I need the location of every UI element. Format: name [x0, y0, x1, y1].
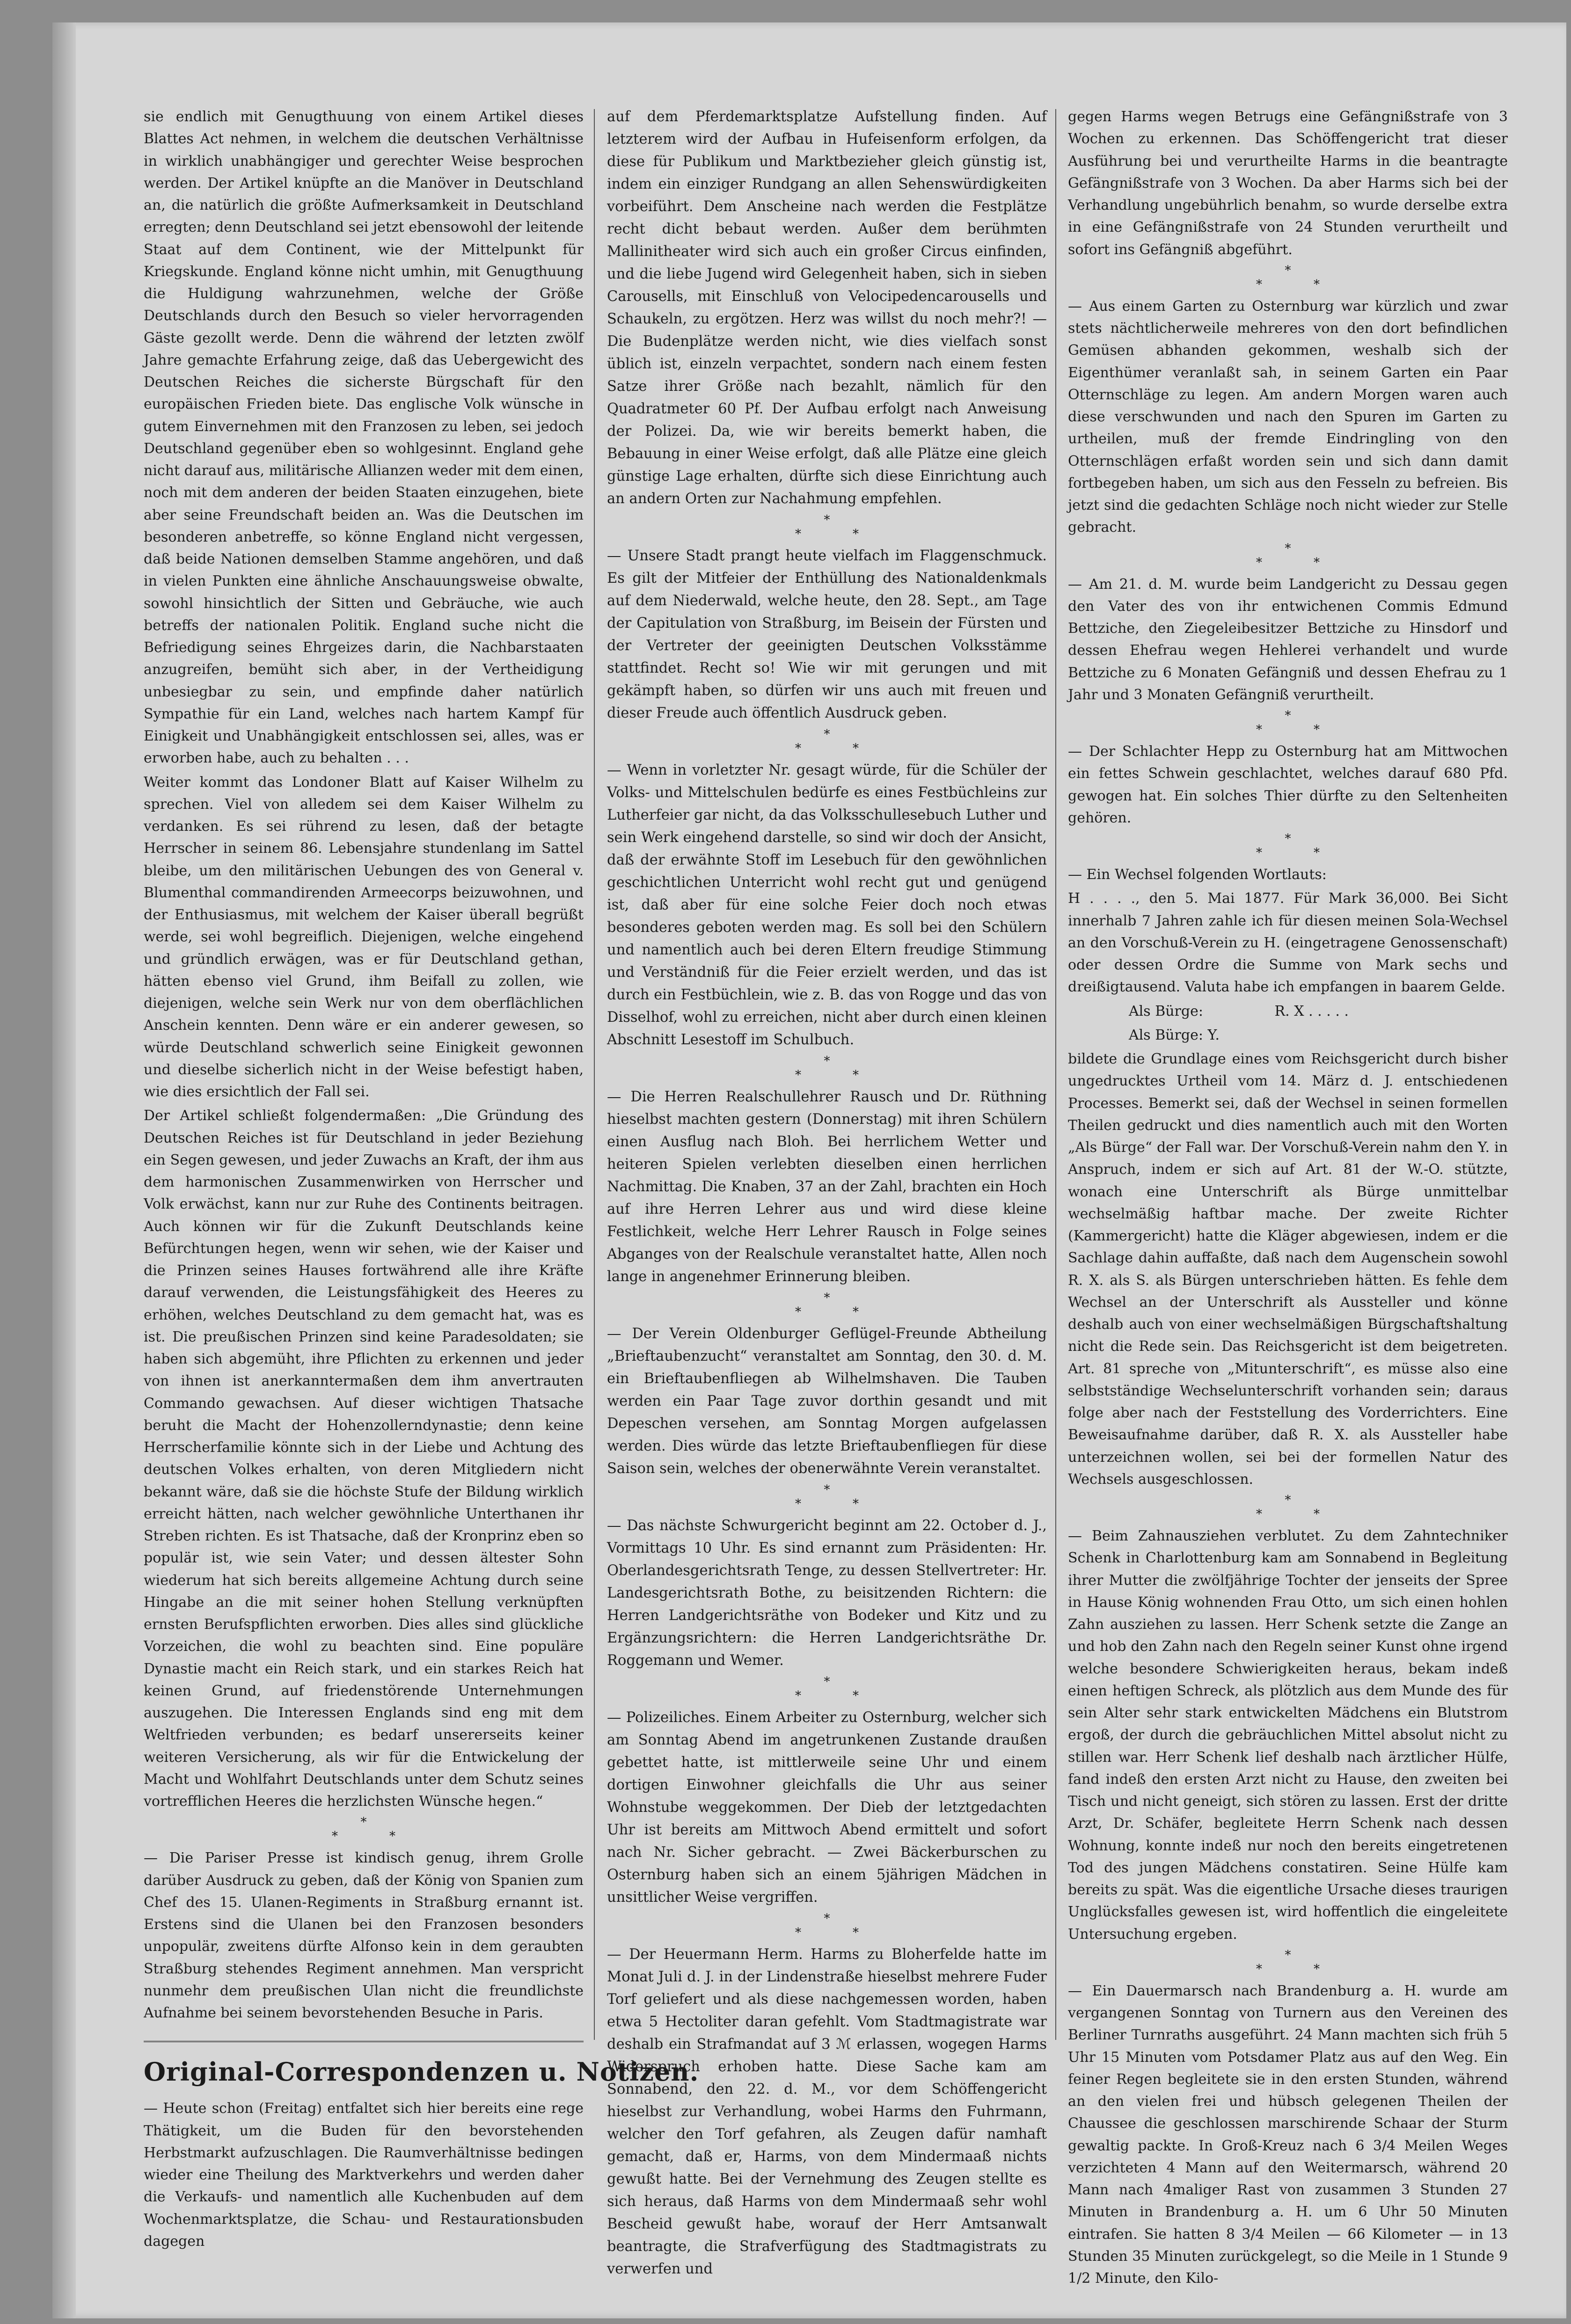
article-herbstmarkt: — Heute schon (Freitag) entfaltet sich hier bereits eine rege Thätigkeit, um die Buden für den bevorstehenden Herbstmarkt aufzuschlagen. Die Raumverhältnisse bedingen wieder eine Theilung des Marktverkehrs und werden daher die Verkaufs- und namentlich alle Kuchenbuden auf dem Wochenmarktsplatze, die Schau- und Restaurationsbuden dagegen [144, 2100, 584, 2250]
article-separator: * ** [795, 1054, 910, 1082]
article-polizeiliches: — Polizeiliches. Einem Arbeiter zu Osternburg, welcher sich am Sonntag Abend im angetrunkenen Zustande draußen gebettet hatte, ist mittlerweile seine Uhr und einem dortigen Einwohner gleichfalls die Uhr aus seiner Wohnstube weggekommen. Der Dieb der letztgedachten Uhr ist bereits am Mittwoch Abend ermittelt und sofort nach Nr. Sicher gebracht. — Zwei Bäckerburschen zu Osternburg haben sich an einem 5jährigen Mädchen in unsittlicher Weise vergriffen. [607, 1709, 1047, 1906]
article-harms-cont: gegen Harms wegen Betrugs eine Gefängnißstrafe von 3 Wochen zu erkennen. Das Schöffengericht trat dieser Ausführung bei und verurtheilte Harms in die beantragte Gefängnißstrafe von 3 Wochen. Da aber Harms sich bei der Verhandlung ungebührlich benahm, so wurde derselbe extra in eine Gefängnißstrafe von 24 Stunden verurtheilt und sofort ins Gefängniß abgeführt. [1068, 109, 1508, 258]
article-separator: * ** [1256, 832, 1371, 860]
article-herbstmarkt-cont: auf dem Pferdemarktsplatze Aufstellung finden. Auf letzterem wird der Aufbau in Hufeisenform erfolgen, da diese für Publikum und Marktbezieher gleich günstig ist, indem ein einziger Rundgang an allen Sehenswürdigkeiten vorbeiführt. Dem Anscheine nach werden die Festplätze recht dicht bebaut werden. Außer dem berühmten Mallinitheater wird sich auch ein großer Circus einfinden, und die liebe Jugend wird Gelegenheit haben, sich in sieben Carousells, mit Einschluß von Velocipedencarousells und Schaukeln, zu ergötzen. Herz was willst du noch mehr?! — Die Budenplätze werden nicht, wie dies vielfach sonst üblich ist, einzeln verpachtet, sondern nach einem festen Satze ihrer Größe nach bezahlt, nämlich für den Quadratmeter 60 Pf. Der Aufbau erfolgt nach Anweisung der Polizei. Da, wie wir bereits bemerkt haben, die Bebauung in einer Weise erfolgt, daß alle Plätze eine gleich günstige Lage erhalten, dürfte sich diese Einrichtung auch an andern Orten zur Nachahmung empfehlen. [607, 109, 1047, 507]
article-separator: * ** [1256, 709, 1371, 737]
article-separator: * ** [795, 1291, 910, 1319]
article-landgericht-dessau: — Am 21. d. M. wurde beim Landgericht zu Dessau gegen den Vater des von ihr entwichenen Commis Edmund Bettziche, den Ziegeleibesitzer Bettziche zu Hinsdorf und dessen Ehefrau wegen Hehlerei verhandelt und wurde Bettziche zu 6 Monaten Gefängniß und dessen Ehefrau zu 1 Jahr und 3 Monaten Gefängniß verurtheilt. [1068, 576, 1508, 703]
article-separator: * ** [795, 1483, 910, 1511]
article-separator: * ** [795, 727, 910, 755]
article-flaggenschmuck: — Unsere Stadt prangt heute vielfach im Flaggenschmuck. Es gilt der Mitfeier der Enthüllung des Nationaldenkmals auf dem Niederwald, welche heute, den 28. Sept., am Tage der Capitulation von Straßburg, im Beisein der Fürsten und der Vertreter der geeinigten Deutschen Volksstämme stattfindet. Recht so! Wie wir mit gerungen und mit gekämpft haben, so dürfen wir uns auch mit freuen und dieser Freude auch öffentlich Ausdruck geben. [607, 548, 1047, 721]
article-zahnausziehen: — Beim Zahnausziehen verblutet. Zu dem Zahntechniker Schenk in Charlottenburg kam am Sonnabend in Begleitung ihrer Mutter die zwölfjährige Tochter der jenseits der Spree in Hause König wohnenden Frau Otto, um sich einen hohlen Zahn ausziehen zu lassen. Herr Schenk setzte die Zange an und hob den Zahn nach den Regeln seiner Kunst ohne irgend welche besondere Schwierigkeiten heraus, bekam indeß einen heftigen Schreck, als plötzlich aus dem Munde des für sein Alter sehr stark entwickelten Mädchens ein Blutstrom ergoß, der durch die gebräuchlichen Mittel absolut nicht zu stillen war. Herr Schenk lief deshalb nach ärztlicher Hülfe, fand indeß den ersten Arzt nicht zu Hause, den zweiten bei Tisch und nicht geneigt, sich stören zu lassen. Erst der dritte Arzt, Dr. Schäfer, begleitete Herrn Schenk nach dessen Wohnung, konnte indeß nur noch den bereits eingetretenen Tod des jungen Mädchens constatiren. Seine Hülfe kam bereits zu spät. Was die eigentliche Ursache dieses traurigen Unglücksfalles gewesen ist, wird hoffentlich die eingeleitete Untersuchung ergeben. [1068, 1528, 1508, 1943]
page-binding-shadow [52, 22, 76, 2318]
column-rule-1 [594, 109, 595, 2040]
article-separator: * ** [795, 1912, 910, 1940]
article-separator: * ** [1256, 1948, 1371, 1976]
article-dauermarsch: — Ein Dauermarsch nach Brandenburg a. H. wurde am vergangenen Sonntag von Turnern aus den Vereinen des Berliner Turnraths ausgeführt. 24 Mann machten sich früh 5 Uhr 15 Minuten vom Potsdamer Platz aus auf den Weg. Ein feiner Regen begleitete sie in den ersten Stunden, während an den vielen frei und hübsch gelegenen Theilen der Chaussee die geschlossen marschirende Schaar der Sturm gewaltig packte. In Groß-Kreuz nach 6 3/4 Meilen Weges verzichteten 4 Mann auf den Weitermarsch, während 20 Mann nach 4maliger Rast von zusammen 3 Stunden 27 Minuten in Brandenburg a. H. um 6 Uhr 50 Minuten eintrafen. Sie hatten 8 3/4 Meilen — 66 Kilometer — in 13 Stunden 35 Minuten zurückgelegt, so die Meile in 1 Stunde 9 1/2 Minute, den Kilo- [1068, 1982, 1508, 2287]
column-3 [1068, 106, 1508, 2289]
article-kaiser-wilhelm: Weiter kommt das Londoner Blatt auf Kaiser Wilhelm zu sprechen. Viel von alledem sei dem Kaiser Wilhelm zu verdanken. Es sei rührend zu lesen, daß der betagte Herrscher in seinem 86. Lebensjahre stundenlang im Sattel bleibe, um den militärischen Uebungen des von General v. Blumenthal commandirenden Armeecorps beizuwohnen, und der Enthusiasmus, mit welchem der Kaiser überall begrüßt werde, sei wohl begreiflich. Diejenigen, welche eingehend und gründlich erwägen, was er für Deutschland gethan, hätten ebenso viel Grund, ihm Beifall zu zollen, wie diejenigen, welche sein Werk nur von dem oberflächlichen Anschein kennten. Denn wäre er ein anderer gewesen, so würde Deutschland schwerlich seine Einigkeit gewonnen und dieselbe sicherlich nicht in der Weise befestigt haben, wie dies ersichtlich der Fall sei. [144, 774, 584, 1100]
article-paris-press: — Die Pariser Presse ist kindisch genug, ihrem Grolle darüber Ausdruck zu geben, daß der König von Spanien zum Chef des 15. Ulanen-Regiments in Straßburg ernannt ist. Erstens sind die Ulanen bei den Franzosen besonders unpopulär, zweitens dürfte Alfonso kein in dem geraubten Straßburg stehendes Regiment annehmen. Man verspricht nunmehr dem preußischen Ulan nicht die freundlichste Aufnahme bei seinem bevorstehenden Besuche in Paris. [144, 1850, 584, 2021]
article-separator: * ** [795, 1675, 910, 1703]
article-ausflug-bloh: — Die Herren Realschullehrer Rausch und Dr. Rüthning hieselbst machten gestern (Donnerstag) mit ihren Schülern einen Ausflug nach Bloh. Bei herrlichem Wetter und heiteren Spielen verlebten dieselben einen herrlichen Nachmittag. Die Knaben, 37 an der Zahl, brachten ein Hoch auf ihre Herren Lehrer aus und wird diese kleine Festlichkeit, welche Herr Lehrer Rausch in Folge seines Abganges von der Realschule veranstaltet hatte, Allen noch lange in angenehmer Erinnerung bleiben. [607, 1089, 1047, 1285]
article-lutherfeier: — Wenn in vorletzter Nr. gesagt würde, für die Schüler der Volks- und Mittelschulen bedürfe es eines Festbüchleins zur Lutherfeier gar nicht, da das Volksschullesebuch Luther und sein Werk eingehend darstelle, so sind wir doch der Ansicht, daß der erwähnte Stoff im Lesebuch für den gewöhnlichen geschichtlichen Unterricht wohl recht gut und genügend ist, daß aber für eine solche Feier doch noch etwas besonderes geboten werden mag. Es soll bei den Schülern und namentlich auch bei deren Eltern freudige Stimmung und Verständniß für die Feier erzielt werden, und das ist durch ein Festbüchlein, wie z. B. das von Rogge und das von Disselhof, wohl zu erreichen, nicht aber durch einen kleinen Abschnitt Lesestoff im Schulbuch. [607, 762, 1047, 1048]
article-separator: * ** [1256, 263, 1371, 292]
section-heading: Original-Correspondenzen u. Notizen. [144, 2041, 584, 2088]
article-wechsel-buerge-1: Als Bürge: R. X . . . . . [1129, 1003, 1349, 1019]
article-separator: * ** [795, 513, 910, 541]
article-separator: * ** [332, 1815, 447, 1844]
column-2 [607, 106, 1047, 2280]
column-1 [144, 106, 699, 2252]
article-separator: * ** [1256, 1493, 1371, 1521]
article-wechsel-intro: — Ein Wechsel folgenden Wortlauts: [1068, 866, 1327, 883]
article-wechsel-buerge-2: Als Bürge: Y. [1129, 1026, 1220, 1043]
article-wechsel-text: H . . . ., den 5. Mai 1877. Für Mark 36,000. Bei Sicht innerhalb 7 Jahren zahle ich für diesen meinen Sola-Wechsel an den Vorschuß-Verein zu H. (eingetragene Genossenschaft) oder dessen Ordre die Summe von Mark sechs und dreißigtausend. Valuta habe ich empfangen in baarem Gelde. [1068, 890, 1508, 996]
article-separator: * ** [1256, 541, 1371, 570]
column-rule-2 [1055, 109, 1056, 2040]
article-garten-osternburg: — Aus einem Garten zu Osternburg war kürzlich und zwar stets nächtlicherweile mehreres von den dort befindlichen Gemüsen abhanden gekommen, weshalb sich der Eigenthümer veranlaßt sah, in seinem Garten ein Paar Otternschläge zu legen. Am andern Morgen waren auch diese verschwunden und nach den Spuren im Garten zu urtheilen, muß der fremde Eindringling von den Otternschlägen erfaßt worden sein und sich dann damit fortbegeben haben, um sich aus den Fesseln zu befreien. Bis jetzt sind die gedachten Schläge noch nicht wieder zur Stelle gebracht. [1068, 298, 1508, 536]
article-conclusion: Der Artikel schließt folgendermaßen: „Die Gründung des Deutschen Reiches ist für Deutschland in jeder Beziehung ein Segen gewesen, und jeder Zuwachs an Kraft, der ihm aus dem harmonischen Zusammenwirken von Herrscher und Volk erwächst, kann nur zur Ruhe des Continents beitragen. Auch können wir für die Zukunft Deutschlands keine Befürchtungen hegen, wenn wir sehen, wie der Kaiser und die Prinzen seines Hauses fortwährend alle ihre Kräfte darauf verwenden, die Leistungsfähigkeit des Heeres zu erhöhen, welches Deutschland zu dem gemacht hat, was es ist. Die preußischen Prinzen sind keine Paradesoldaten; sie haben sich abgemüht, ihre Pflichten zu erkennen und jeder von ihnen ist anerkanntermaßen dem ihm anvertrauten Commando gewachsen. Auf dieser wichtigen Thatsache beruht die Macht der Hohenzollerndynastie; denn keine Herrscherfamilie könnte sich in der Liebe und Achtung des deutschen Volkes erhalten, von deren Mitgliedern nicht bekannt wäre, daß sie die höchste Stufe der Bildung wirklich erreicht hätten, nach welcher gewöhnliche Unterthanen ihr Streben richten. Es ist Thatsache, daß der Kronprinz eben so populär ist, wie sein Vater; und dessen ältester Sohn wiederum hat sich bereits allgemeine Achtung durch seine Hingabe an die mit seiner hohen Stellung verknüpften ernsten Berufspflichten erworben. Dies alles sind glückliche Vorzeichen, die wohl zu beachten sind. Eine populäre Dynastie macht ein Reich stark, und ein starkes Reich hat keinen Grund, auf friedenstörende Unternehmungen auszugehen. Die Interessen Englands sind eng mit dem Weltfrieden verbunden; es bedarf unsererseits keiner weiteren Versicherung, als wir für die Entwickelung der Macht und Wohlfahrt Deutschlands unter dem Schutz seines vortrefflichen Heeres die herzlichsten Wünsche hegen.“ [144, 1107, 584, 1810]
newspaper-page [52, 22, 1566, 2318]
article-english-press: sie endlich mit Genugthuung von einem Artikel dieses Blattes Act nehmen, in welchem die deutschen Verhältnisse in wirklich unabhängiger und gerechter Weise besprochen werden. Der Artikel knüpfte an die Manöver in Deutschland an, die natürlich die größte Aufmerksamkeit in Deutschland erregten; denn Deutschland sei jetzt ebensowohl der leitende Staat auf dem Continent, wie der Mittelpunkt für Kriegskunde. England könne nicht umhin, mit Genugthuung die Huldigung wahrzunehmen, welche der Größe Deutschlands durch den Besuch so vieler hervorragenden Gäste gezollt werde. Denn die während der letzten zwölf Jahre gemachte Erfahrung zeige, daß das Uebergewicht des Deutschen Reiches die sicherste Bürgschaft für den europäischen Frieden biete. Das englische Volk wünsche in gutem Einvernehmen mit den Franzosen zu leben, sei jedoch Deutschland gegenüber eben so wohlgesinnt. England gehe nicht darauf aus, militärische Allianzen weder mit dem einen, noch mit dem anderen der beiden Staaten einzugehen, biete aber seine Freundschaft beiden an. Was die Deutschen im besonderen anbetreffe, so könne England nicht vergessen, daß beide Nationen demselben Stamme angehören, und daß in vielen Punkten eine ähnliche Anschauungsweise obwalte, sowohl hinsichtlich der Sitten und Gebräuche, wie auch betreffs der nationalen Politik. England suche nicht die Befriedigung seines Ehrgeizes darin, die Nachbarstaaten anzugreifen, bemüht sich aber, in der Vertheidigung unbesiegbar zu sein, und empfinde daher natürlich Sympathie für ein Land, welches nach hartem Kampf für Einigkeit und Unabhängigkeit entschlossen sei, alles, was er erworben habe, auch zu behalten . . . [144, 109, 584, 767]
article-brieftauben: — Der Verein Oldenburger Geflügel-Freunde Abtheilung „Brieftaubenzucht“ veranstaltet am Sonntag, den 30. d. M. ein Brieftaubenfliegen ab Wilhelmshaven. Die Tauben werden ein Paar Tage zuvor dorthin gesandt und mit Depeschen versehen, am Sonntag Morgen aufgelassen werden. Dies würde das letzte Brieftaubenfliegen für diese Saison sein, welches der obenerwähnte Verein veranstaltet. [607, 1326, 1047, 1477]
article-wechsel-body: bildete die Grundlage eines vom Reichsgericht durch bisher ungedrucktes Urtheil vom 14. März d. J. entschiedenen Processes. Bemerkt sei, daß der Wechsel in seinen formellen Theilen gedruckt und dies namentlich auch mit den Worten „Als Bürge“ der Fall war. Der Vorschuß-Verein nahm den Y. in Anspruch, indem er sich auf Art. 81 der W.-O. stützte, wonach eine Unterschrift als Bürge unmittelbar wechselmäßig haftbar mache. Der zweite Richter (Kammergericht) hatte die Kläger abgewiesen, indem er die Sachlage dahin auffaßte, daß nach dem Augenschein sowohl R. X. als S. als Bürgen unterschrieben hätten. Es fehle dem Wechsel an der Unterschrift als Aussteller und könne deshalb auch von einer wechselmäßigen Bürgschaftshaltung nicht die Rede sein. Das Reichsgericht ist dem beigetreten. Art. 81 spreche von „Mitunterschrift“, es müsse also eine selbstständige Wechselunterschrift vorhanden sein; daraus folge aber nach der Feststellung des Vorderrichters. Eine Beweisaufnahme darüber, daß R. X. als Aussteller habe unterzeichnen wollen, sei bei der formellen Natur des Wechsels ausgeschlossen. [1068, 1051, 1508, 1488]
article-schwein: — Der Schlachter Hepp zu Osternburg hat am Mittwochen ein fettes Schwein geschlachtet, welches darauf 680 Pfd. gewogen hat. Ein solches Thier dürfte zu den Seltenheiten gehören. [1068, 743, 1508, 826]
article-harms-torf: — Der Heuermann Herm. Harms zu Bloherfelde hatte im Monat Juli d. J. in der Lindenstraße hieselbst mehrere Fuder Torf geliefert und als diese nachgemessen worden, haben etwa 5 Hectoliter daran gefehlt. Vom Stadtmagistrate war deshalb ein Strafmandat auf 3 ℳ erlassen, wogegen Harms Widerspruch erhoben hatte. Diese Sache kam am Sonnabend, den 22. d. M., vor dem Schöffengericht hieselbst zur Verhandlung, wobei Harms den Fuhrmann, welcher den Torf gefahren, als Zeugen dafür namhaft gemacht, daß er, Harms, von dem Mindermaaß nichts gewußt hatte. Bei der Vernehmung des Zeugen stellte es sich heraus, daß Harms von dem Mindermaaß sehr wohl Bescheid gewußt habe, worauf der Herr Amtsanwalt beantragte, die Strafverfügung des Stadtmagistrats zu verwerfen und [607, 1946, 1047, 2277]
article-schwurgericht: — Das nächste Schwurgericht beginnt am 22. October d. J., Vormittags 10 Uhr. Es sind ernannt zum Präsidenten: Hr. Oberlandesgerichtsrath Tenge, zu dessen Stellvertreter: Hr. Landesgerichtsrath Bothe, zu beisitzenden Richtern: die Herren Landgerichtsräthe von Bodeker und Kitz und zu Ergänzungsrichtern: die Herren Landgerichtsräthe Dr. Roggemann und Wemer. [607, 1518, 1047, 1669]
